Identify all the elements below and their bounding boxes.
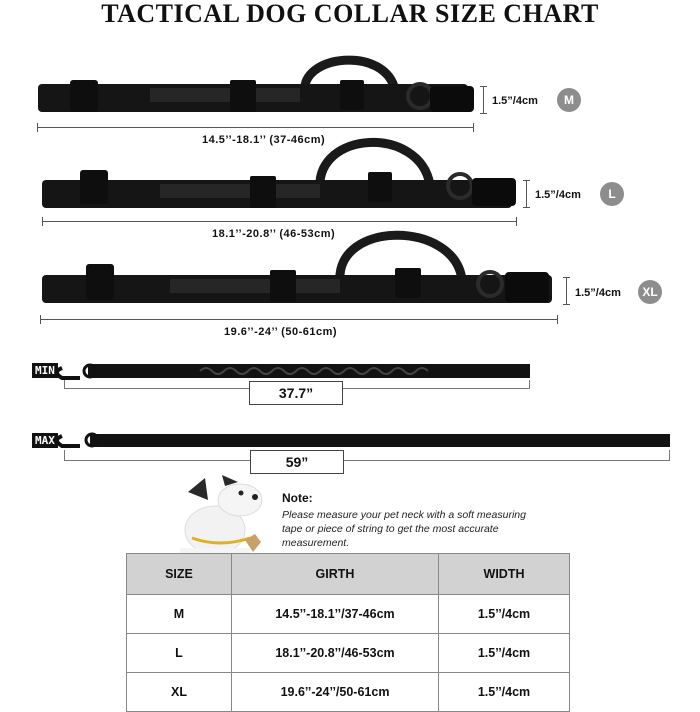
width-measure-l [526, 180, 527, 208]
cell-girth: 18.1’’-20.8’’/46-53cm [232, 634, 439, 673]
girth-label-l: 18.1’’-20.8’’ (46-53cm) [212, 228, 336, 240]
table-row [127, 595, 570, 634]
header-size: SIZE [127, 554, 232, 595]
table-row [127, 673, 570, 712]
width-label-xl: 1.5”/4cm [575, 287, 621, 299]
cell-girth: 19.6’’-24’’/50-61cm [232, 673, 439, 712]
size-badge-m: M [557, 88, 581, 112]
note-body: Please measure your pet neck with a soft measuring tape or piece of string to get the most accurate measurement. [282, 509, 526, 549]
girth-measure-line-xl [40, 319, 558, 320]
collar-l [42, 142, 516, 208]
header-width: WIDTH [439, 554, 570, 595]
leash-max [57, 434, 670, 447]
girth-label-xl: 19.6’’-24’’ (50-61cm) [224, 326, 338, 338]
dog-illustration [180, 475, 262, 556]
cell-girth: 14.5’’-18.1’’/37-46cm [232, 595, 439, 634]
leash-max-bracket [64, 450, 670, 461]
note-title: Note: [282, 491, 313, 505]
cell-width: 1.5’’/4cm [439, 673, 570, 712]
cell-size: L [127, 634, 232, 673]
width-measure-xl [566, 277, 567, 305]
leash-min-tag: MIN [32, 363, 58, 378]
page-title: TACTICAL DOG COLLAR SIZE CHART [101, 0, 599, 28]
width-label-l: 1.5”/4cm [535, 189, 581, 201]
girth-label-m: 14.5’’-18.1’’ (37-46cm) [202, 134, 326, 146]
cell-width: 1.5’’/4cm [439, 595, 570, 634]
size-badge-l: L [600, 182, 624, 206]
leash-min-length: 37.7” [249, 381, 343, 405]
width-measure-m [483, 86, 484, 114]
girth-measure-line-m [37, 127, 474, 128]
table-row [127, 634, 570, 673]
girth-measure-line-l [42, 221, 517, 222]
size-table [126, 553, 570, 712]
cell-size: M [127, 595, 232, 634]
collar-xl [42, 235, 552, 303]
header-girth: GIRTH [232, 554, 439, 595]
leash-max-length: 59” [250, 450, 344, 474]
leash-max-tag: MAX [32, 433, 58, 448]
collar-m [38, 60, 474, 112]
width-label-m: 1.5”/4cm [492, 95, 538, 107]
cell-width: 1.5’’/4cm [439, 634, 570, 673]
table-header-row [127, 554, 570, 595]
cell-size: XL [127, 673, 232, 712]
leash-min [57, 364, 530, 378]
size-badge-xl: XL [638, 280, 662, 304]
